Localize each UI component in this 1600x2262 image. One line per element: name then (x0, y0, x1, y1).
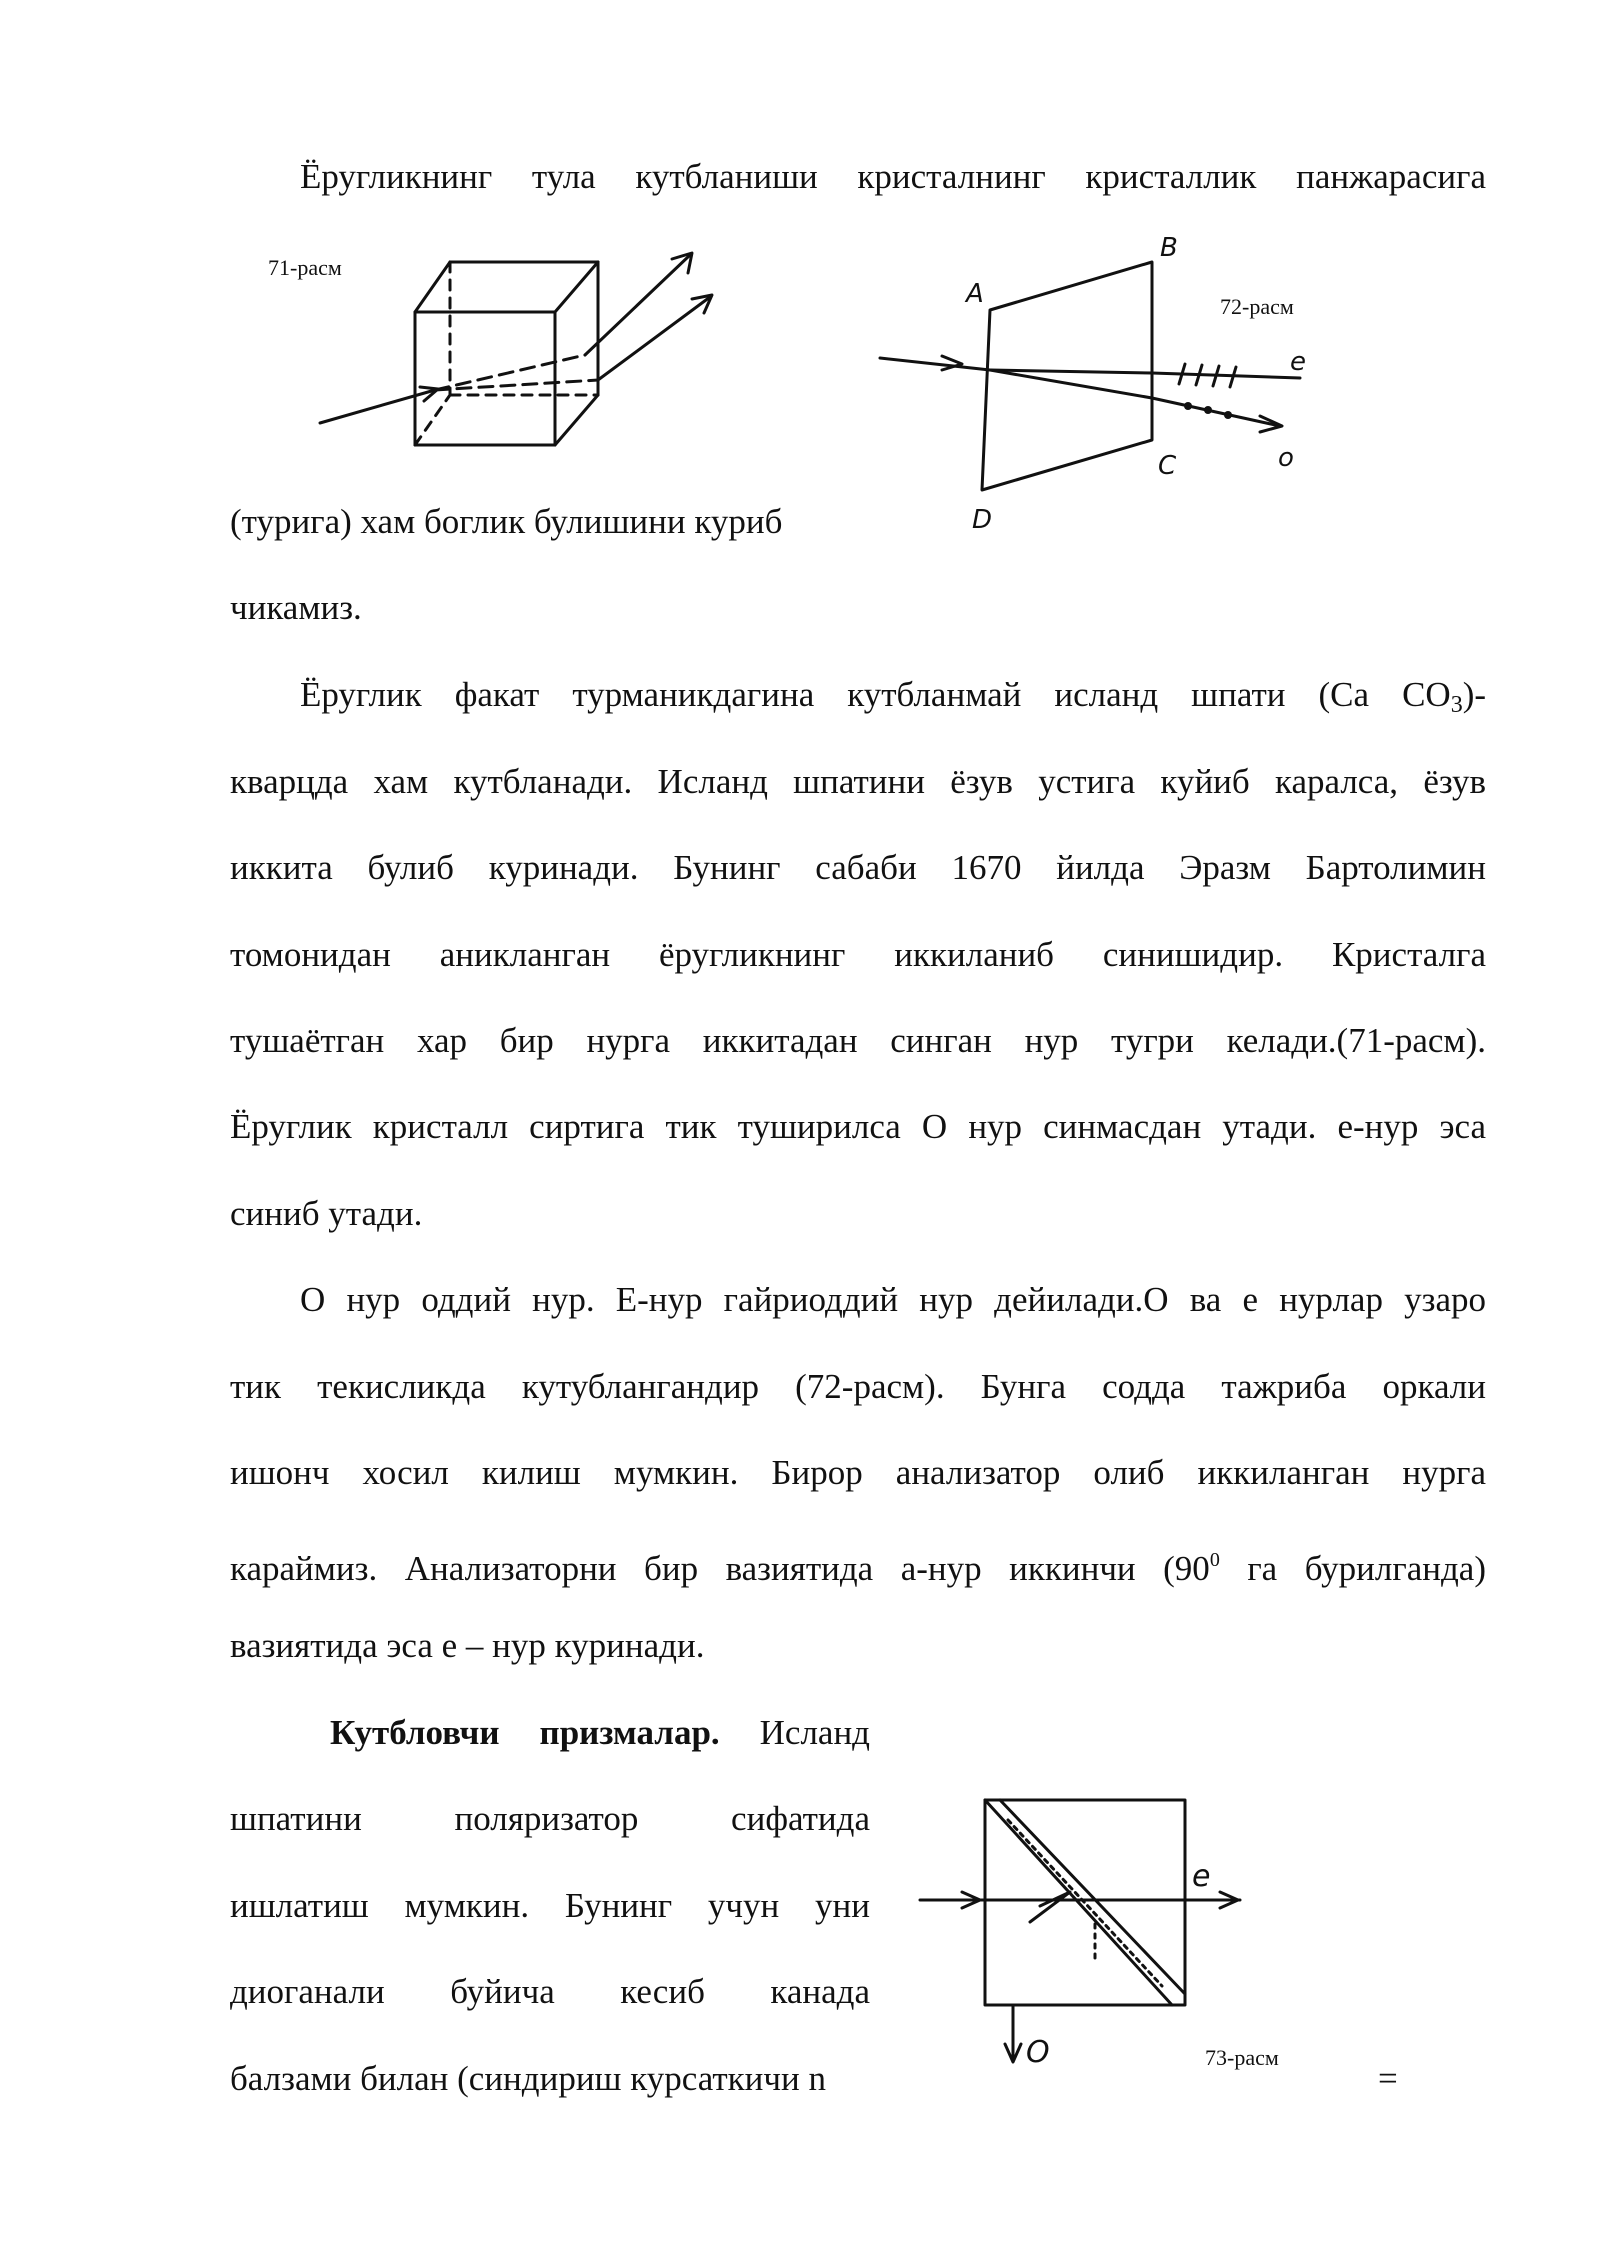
o-ray-dot (1204, 406, 1212, 414)
e-ray (1152, 373, 1300, 378)
balsam-layer-edge (1000, 1800, 1185, 1994)
section-heading: Кутбловчи призмалар. (330, 1713, 720, 1752)
emerging-ray-2 (598, 297, 710, 380)
ray-label-o: o (1278, 443, 1294, 473)
paragraph-1-line-1: Ёругликнинг тула кутбланиши кристалнинг кристаллик панжарасига (300, 157, 1486, 196)
prism-outline (982, 262, 1152, 490)
emerging-ray-1 (585, 255, 690, 355)
paragraph-3-line-5: вазиятида эса е – нур куринади. (230, 1626, 705, 1665)
paragraph-1-line-3: чикамиз. (230, 588, 362, 627)
paragraph-2-line-6: Ёруглик кристалл сиртига тик туширилса О нур синмасдан утади. е-нур эса (230, 1107, 1486, 1146)
figure-71-caption: 71-расм (268, 255, 342, 280)
equals-sign: = (1378, 2059, 1398, 2098)
paragraph-2-line-5: тушаётган хар бир нурга иккитадан синган нур тугри келади.(71-расм). (230, 1021, 1486, 1060)
balsam-layer-hatch (1008, 1820, 1162, 1986)
paragraph-4-line-3: ишлатиш мумкин. Бунинг учун уни (230, 1886, 870, 1925)
crystal-edge (555, 262, 598, 312)
crystal-hidden-edge (415, 395, 450, 445)
vertex-label-a: A (966, 279, 984, 309)
paragraph-4-line-1: Кутбловчи призмалар. Исланд (330, 1713, 870, 1752)
paragraph-1-line-2: (турига) хам боглик булишини куриб (230, 502, 783, 541)
incident-ray (320, 390, 435, 423)
paragraph-3-line-3: ишонч хосил килиш мумкин. Бирор анализатор олиб иккиланган нурга (230, 1453, 1486, 1492)
paragraph-2-line-7: синиб утади. (230, 1194, 423, 1233)
figure-73-caption: 73-расм (1205, 2045, 1279, 2070)
ray-label-e: e (1290, 347, 1306, 377)
e-ray-inside (990, 370, 1152, 373)
o-ray-dot (1224, 411, 1232, 419)
paragraph-4-line-2: шпатини поляризатор сифатида (230, 1799, 870, 1838)
vertex-label-c: C (1158, 451, 1177, 481)
figure-72-caption: 72-расм (1220, 294, 1294, 319)
o-ray-dot (1184, 402, 1192, 410)
figure-73-nicol-prism-diagram (910, 1790, 1250, 2070)
vertex-label-d: D (972, 505, 993, 535)
o-ray (1152, 398, 1280, 426)
figure-72-prism-diagram (870, 230, 1330, 535)
crystal-edge (415, 262, 450, 312)
balsam-layer-edge (985, 1800, 1172, 2005)
paragraph-4-line-4: диоганали буйича кесиб канада (230, 1972, 870, 2011)
o-ray-reflection (1030, 1892, 1070, 1922)
o-ray-inside (990, 370, 1152, 398)
paragraph-2-line-2: кварцда хам кутбланади. Исланд шпатини ёзув устига куйиб каралса, ёзув (230, 762, 1486, 801)
paragraph-2-line-3: иккита булиб куринади. Бунинг сабаби 1670 йилда Эразм Бартолимин (230, 848, 1486, 887)
paragraph-3-line-4: караймиз. Анализаторни бир вазиятида а-нур иккинчи ($90^0$ га бурилганда) (230, 1549, 1486, 1588)
ray-label-o: O (1026, 2035, 1050, 2070)
vertex-label-b: B (1160, 233, 1178, 263)
paragraph-3-line-1: О нур оддий нур. Е-нур гайриоддий нур дейилади.О ва е нурлар узаро (300, 1280, 1486, 1319)
paragraph-2-line-1: Ёруглик факат турманикдагина кутбланмай исланд шпати (Са $СО_3)-$ (300, 675, 1486, 718)
crystal-edge (555, 395, 598, 445)
ray-label-e: e (1192, 1859, 1211, 1894)
paragraph-4-line-5: балзами билан (синдириш курсаткичи n (230, 2059, 826, 2098)
figure-71-crystal-diagram (300, 235, 720, 475)
incident-ray (880, 358, 990, 370)
paragraph-2-line-4: томонидан аникланган ёругликнинг иккиланиб синишидир. Кристалга (230, 935, 1486, 974)
paragraph-3-line-2: тик текисликда кутублангандир (72-расм). Бунга содда тажриба оркали (230, 1367, 1486, 1406)
